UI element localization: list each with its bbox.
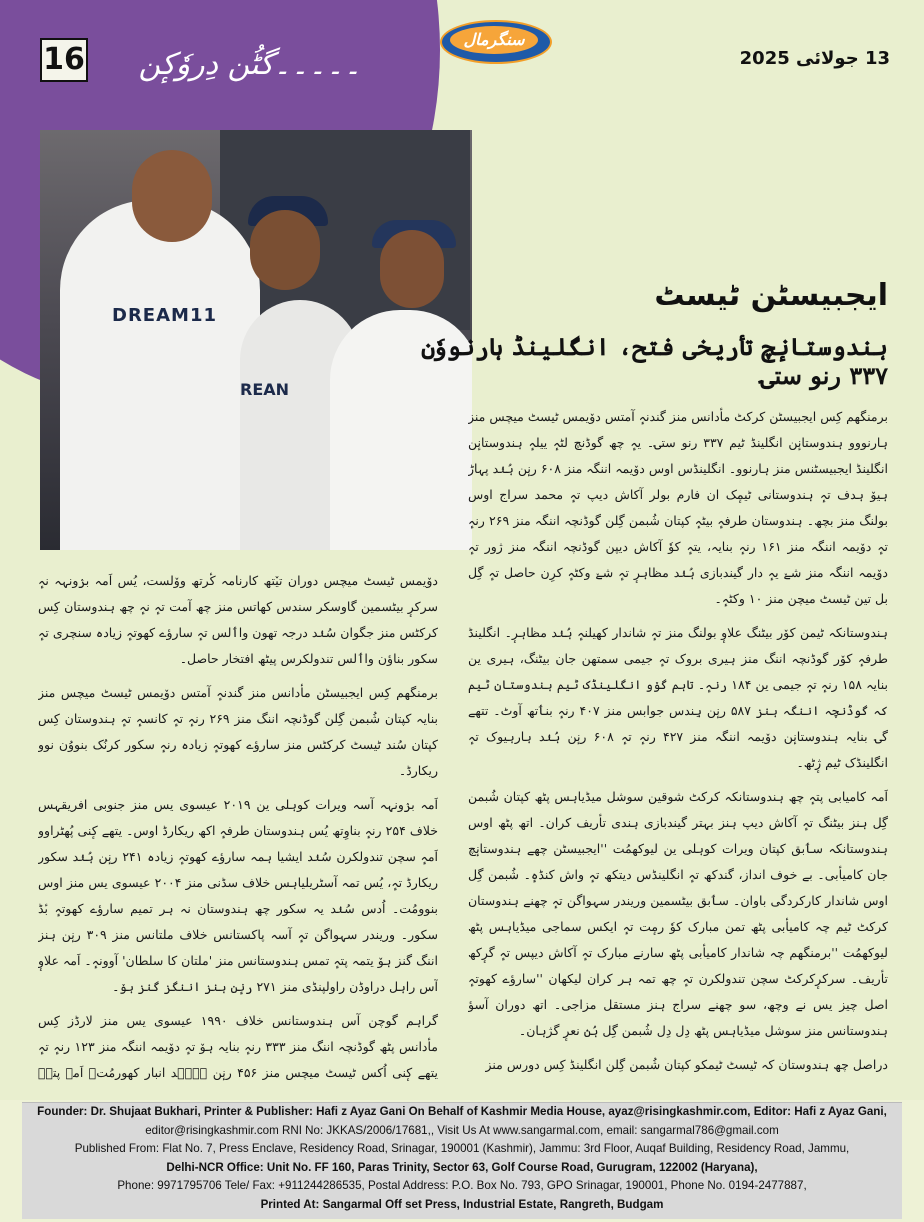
footer-line: Published From: Flat No. 7, Press Enclave, Residency Road, Srinagar, 190001 (Kashmir), Jammu: 3rd Floor, Auqaf Building, Residency Road, Jammu,	[74, 1142, 850, 1155]
footer-line: Delhi-NCR Office: Unit No. FF 160, Paras Trinity, Sector 63, Golf Course Road, Gurugram, 122002 (Haryana),	[166, 1160, 758, 1174]
paragraph: دراصل چھ ہندوستان کہ ٹیسٹ ٹیمکو کپتان شُبمن گِلن انگلینڈ کِس دورس منز	[485, 1057, 888, 1072]
photo-player-3-head	[380, 230, 444, 308]
issue-date: 13 جولائی 2025	[739, 48, 890, 69]
article-headline: ہندوستانٕچ تأریخی فتح، انگلینڈ ہارنووٗن ۳۳۷ رنو ستۍ	[421, 332, 888, 390]
photo-jersey-text-2: REAN	[240, 380, 290, 399]
footer-line: Printed At: Sangarmal Off set Press, Industrial Estate, Rangreth, Budgam	[260, 1197, 664, 1211]
logo-text: سنگرمال	[450, 26, 538, 54]
section-title: ۔۔۔۔۔گٹُن دِروٗکٕن	[138, 47, 362, 82]
paragraph: گراہم گوچن آس ہندوستانس خلاف ۱۹۹۰ عیسوی یس منز لارڈز کِس مأدانس پٹھ گوڈنچہ اننگ منز ۳۳۳ رنہٕ بنایہ ہوٚ تہٕ دوٚیمہ اننگہ منز ۱۲۳ رنہٕ تہٕ یتھے کٕنی اُکس ٹیسٹ میچس منز ۴۵۶ رنٕن ہُنٛد انبار کھورمُت۔ اَمہ پتہٕ	[38, 1013, 438, 1080]
paragraph: برمنگھم کِس ایجبیسٹن مأدانس منز گندنہٕ آمتس دوٚیمس ٹیسٹ میچس منز بنایہ کپتان شُبمن گِلن گوڈنچہ اننگ منز ۲۶۹ رنہٕ تہٕ کانسہٕ تہٕ ہندوستان کِس کپتان سُند ٹیسٹ کرکٹس منز سارؤے کھوتہٕ زیادہ رنہٕ سکور کرنُک بنووُن نوو ریکارڈ۔	[38, 685, 438, 778]
photo-jersey-text: DREAM11	[112, 305, 217, 326]
imprint-footer	[22, 1102, 902, 1219]
article-column-right	[468, 404, 888, 1084]
paragraph: برمنگھم کِس ایجبیسٹن کرکٹ مأدانس منز گندنہٕ آمتس دوٚیمس ٹیسٹ میچس منز ہارنووو ہندوستانٕن انگلینڈ ٹیم ۳۳۷ رنو ستۍ۔ یہٕ چھ گوڈنچ لٹہٕ ییلہٕ ہندوستانٕن انگلینڈ ایجبیسٹنس منز ہارنوو۔ انگلینڈس اوس دوٚیمہ اننگہ منز ۶۰۸ رنٕن ہُنٛد پہاڑ ہیوٚ ہدف تہٕ ہندوستانی ٹیمٕک ان فارم بولر آکاش دیپ تہٕ محمد سراج اوس بولنگ منز بچھ۔ ہندوستان طرفہٕ بیٹہٕ کپتان شُبمن گِلن گوڈنچہ اننگہ منز ۲۶۹ رنہٕ تہٕ دوٚیمہ اننگہ منز ۱۶۱ رنہٕ بنایہ، یتہٕ کوٗ آکاش دیپن گوڈنچہ اننگہ منز ژور تہٕ دوٚیمہ اننگہ منز شےٚ یہٕ دار گیندبازی ہُنٛد مظاہرٕ تہٕ شےٚ وکٹہٕ کرِن حاصل تہٕ گِل بل تین ٹیسٹ میچن منز ۱۰ وکٹہٕ۔	[468, 409, 888, 606]
footer-line: editor@risingkashmir.com RNI No: JKKAS/2006/17681,, Visit Us At www.sangarmal.com, email: sangarmal786@gmail.com	[145, 1123, 779, 1137]
photo-player-1-head	[132, 150, 212, 242]
paragraph: ہندوستانکہ ٹیمن کوٚر بیٹنگ علاوٕ بولنگ منز تہٕ شاندار کھیلنہٕ ہُنٛد مظاہرٕ۔ انگلینڈ طرفہٕ کوٚر گوڈنچہ اننگ منز ہیری بروک تہٕ جیمی سمتھن جان بیٹنگ، ہیری ین بنایہ ۱۵۸ رنہٕ تہٕ جیمی ین ۱۸۴ رنہٕ۔ تاہم گوٚو انگلینڈک ٹیم ہندوستان ٹیم کہ گوڈنچہ اننگہ ہنز ۵۸۷ رنٕن ہِندس جوابس منز ۴۰۷ رنہٕ بنٲتھ آوٹ۔ تتھے گۍ بنایہ ہندوستانٕن دوٚیمہ اننگہ منز ۴۲۷ رنہٕ تہٕ ۶۰۸ رنٕن ہُنٛد ہارہیوک تہٕ انگلینڈک ٹیم ژٕٹھ۔	[468, 625, 888, 770]
footer-line: Phone: 9971795706 Tele/ Fax: +911244286535, Postal Address: P.O. Box No. 793, GPO Srinagar, 190001, Phone No. 0194-2477887,	[117, 1179, 807, 1192]
newspaper-logo	[440, 20, 552, 64]
article-kicker: ایجبیسٹن ٹیسٹ	[654, 278, 888, 313]
paragraph: اَمہ برٛونہہ آسہ ویرات کوہلی ین ۲۰۱۹ عیسوی یس منز جنوبی افریقہس خلاف ۲۵۴ رنہٕ بناوِتھ یُس ہندوستان طرفہٕ اکھ ریکارڈ اوس۔ یتھے کٕنی پُھٹراوو اَمہٕ سچن تندولکرن سُنٛد ایشیا ہمہ سارؤے کھوتہٕ زیادہ ۲۴۱ رنٕن ہُنٛد سکور ریکارڈ تہٕ، یُس تمہ آسٹریلیاہس خلاف سڈنی منز ۲۰۰۴ عیسوی یس منز اوس بنوومُت۔ اُدس سُنٛد یہ سکور چھ ہندوستان نہ ہر تمیم سارؤے کھوتہٕ بٔڈ سکور۔ وریندر سہواگن تہٕ آسہ پاکستانس خلاف ملتانس منز ۳۰۹ رنٕن ہنز اننگ گنز ہوٚ یتمہ پتہٕ تمس ہندوستانس منز 'ملتان کا سلطان' آوونہٕ۔ اَمہ علاوٕ آس راہل دراوڈن راولپنڈی منز ۲۷۱ رنٕن ہنز اننگز گنز ہوٚ۔	[38, 797, 438, 994]
paragraph: دوٚیمس ٹیسٹ میچس دوران تیٚتھ کارنامہ کٔرتھ ووٚلست، یُس اَمہ برٛونہہ نہٕ سرکرٕ بیٹسمین گاوسکر سندس کھاتس منز چھ آمت تہٕ نہٕ چھ ہندوستان کِس کرکٹس منز جگوان سُنٛد درجہ تھون واٲلس تہٕ سارؤے کھوتہٕ زیادہ سنچری تہٕ سکور بناؤن واٲلس تندولکرس پیٹھ افتخار حاصل۔	[38, 573, 438, 666]
footer-line: Founder: Dr. Shujaat Bukhari, Printer & Publisher: Hafi z Ayaz Gani On Behalf of Kashmir Media House, ayaz@risingkashmir.com, Editor: Hafi z Ayaz Gani,	[37, 1105, 887, 1118]
page-number: 16	[40, 38, 88, 82]
article-column-left	[38, 568, 438, 1088]
photo-player-1	[60, 200, 260, 550]
photo-player-2-head	[250, 210, 320, 290]
paragraph: اَمہ کامیابی پتہٕ چھ ہندوستانکہ کرکٹ شوقین سوشل میڈیاہس پٹھ کپتان شُبمن گِل ہنز بیٹنگ تہٕ آکاش دیپ ہنز بہتر گیندبازی ہندی تأریف کران۔ اتھ پٹھ اوس ہندوستانکہ سٲبق کپتان ویرات کوہلی ین لیوکھمُت ''ایجبیسٹن چھے ہندوستانٕچ جان کامیأبی۔ بے خوف انداز، گندکھ تہٕ انگلینڈس دیتکھ تہٕ واش کنڈہٕ۔ شُبمن گِل اوس شاندار کارکردگی باوان۔ سٲبق بیٹسمین وریندر سہواگن تہٕ چھنے ہندوستان کرکٹ ٹیم چہ کامیأبی پٹھ تمن مبارک کوٗ رمٕت تہٕ ایکس سماجی میڈیاہس پٹھ لیوکھمُت ''برمنگھم چہ شاندار کامیأبی پٹھ سارنے مبارک تہٕ آکاش دیپس تہٕ گرٕکھ تأریف۔ سرکرٕکرکٹ سچن تندولکرن تہٕ چھ تمہ ہر کران لیکھان ''سارؤے کھوتہٕ اصل چیز یس نے وچھ، سو چھنے سراج ہنز مستقل مزاجی۔ اتھ دوران آسؤ ہندوستانس منز سوشل میڈیاہس پٹھ دِل دِل شُبمن گِل ہُنٛ نعرٕ گژہان۔	[468, 789, 888, 1038]
